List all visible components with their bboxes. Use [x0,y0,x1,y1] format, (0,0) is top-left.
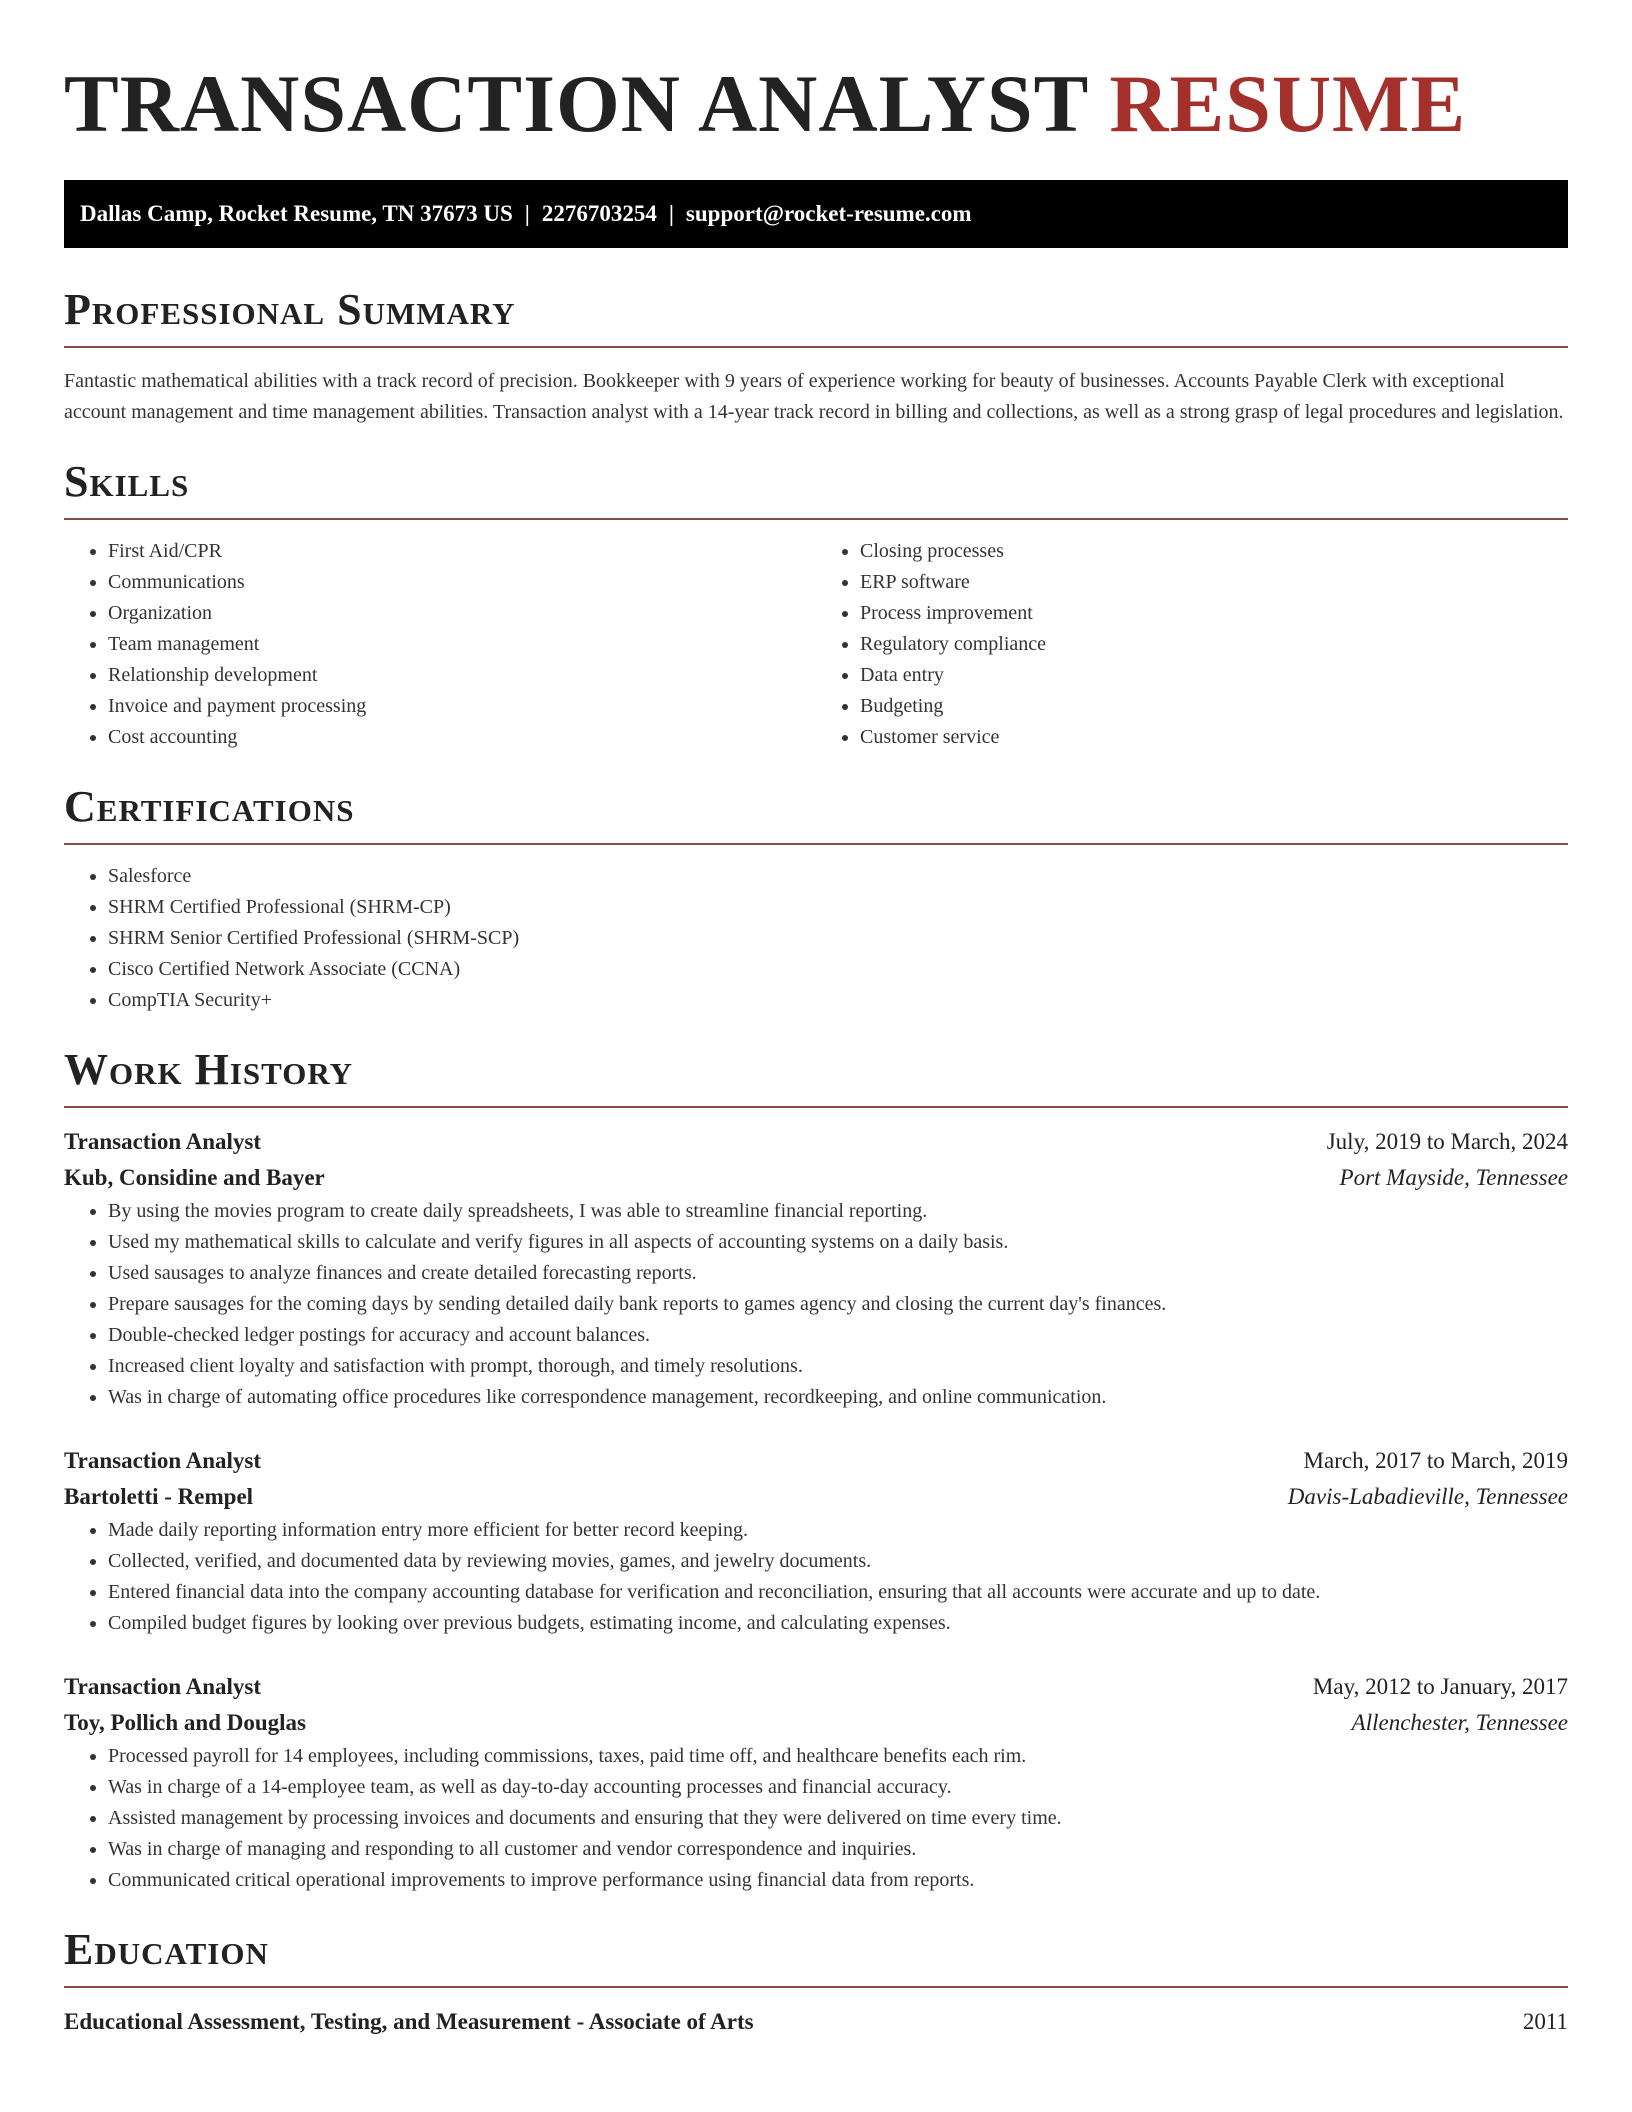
skill-item: • ERP software [860,567,1568,598]
skill-item: • Team management [108,629,816,660]
job-bullets [64,1741,1568,1896]
job-bullet: • Communicated critical operational improvements to improve performance using financial data from reports. [108,1865,1568,1896]
job-title-row [64,1443,1568,1479]
skill-item: • Invoice and payment processing [108,691,816,722]
contact-bar [64,180,1568,248]
job-company-row [64,1479,1568,1515]
skills-columns [64,536,1568,753]
contact-separator: | [668,201,674,226]
skills-list-right [816,536,1568,753]
job-entry [64,1443,1568,1639]
skill-item: • Process improvement [860,598,1568,629]
skill-item: • Closing processes [860,536,1568,567]
job-bullet: • Entered financial data into the company accounting database for verification and reconciliation, ensuring that all accounts were accurate and up to date. [108,1577,1568,1608]
job-bullet: • Was in charge of automating office procedures like correspondence management, recordkeeping, and online communication. [108,1382,1568,1413]
resume-title [64,0,1568,152]
certifications-section [64,781,1568,1016]
job-dates: March, 2017 to March, 2019 [1303,1448,1568,1473]
job-location: Allenchester, Tennessee [1351,1710,1568,1735]
title-accent: RESUME [1109,58,1467,149]
job-title-row [64,1669,1568,1705]
section-heading-summary: Professional Summary [64,284,1568,348]
skill-item: • Organization [108,598,816,629]
certification-item: • SHRM Senior Certified Professional (SHRM-SCP) [108,923,1568,954]
job-title: Transaction Analyst [64,1448,262,1473]
education-year: 2011 [1522,2009,1568,2034]
job-company: Bartoletti - Rempel [64,1484,254,1509]
job-location: Port Mayside, Tennessee [1339,1165,1568,1190]
contact-separator: | [524,201,530,226]
job-bullet: • Made daily reporting information entry more efficient for better record keeping. [108,1515,1568,1546]
job-bullets [64,1515,1568,1639]
job-title: Transaction Analyst [64,1674,262,1699]
skill-item: • Relationship development [108,660,816,691]
skill-item: • Regulatory compliance [860,629,1568,660]
education-section [64,1924,1568,2040]
job-bullet: • Was in charge of a 14-employee team, as well as day-to-day accounting processes and financial accuracy. [108,1772,1568,1803]
certification-item: • CompTIA Security+ [108,985,1568,1016]
contact-address: Dallas Camp, Rocket Resume, TN 37673 US [80,201,513,226]
title-main: TRANSACTION ANALYST [64,58,1088,149]
job-bullet: • Used sausages to analyze finances and create detailed forecasting reports. [108,1258,1568,1289]
job-dates: July, 2019 to March, 2024 [1326,1129,1568,1154]
job-company-row [64,1705,1568,1741]
job-dates: May, 2012 to January, 2017 [1312,1674,1568,1699]
section-heading-work-history: Work History [64,1044,1568,1108]
section-heading-certifications: Certifications [64,781,1568,845]
contact-phone: 2276703254 [541,201,657,226]
job-bullet: • Used my mathematical skills to calculate and verify figures in all aspects of accounting systems on a daily basis. [108,1227,1568,1258]
education-degree: Educational Assessment, Testing, and Measurement - Associate of Arts [64,2009,754,2034]
resume-page [64,0,1568,2040]
job-bullet: • Double-checked ledger postings for accuracy and account balances. [108,1320,1568,1351]
skill-item: • First Aid/CPR [108,536,816,567]
certifications-list [64,861,1568,1016]
job-bullet: • Processed payroll for 14 employees, including commissions, taxes, paid time off, and healthcare benefits each rim. [108,1741,1568,1772]
job-entry [64,1669,1568,1896]
skill-item: • Communications [108,567,816,598]
skill-item: • Customer service [860,722,1568,753]
section-heading-education: Education [64,1924,1568,1988]
skills-section [64,456,1568,753]
job-bullets [64,1196,1568,1413]
skill-item: • Cost accounting [108,722,816,753]
job-bullet: • By using the movies program to create daily spreadsheets, I was able to streamline financial reporting. [108,1196,1568,1227]
education-row [64,2004,1568,2040]
work-history-section [64,1044,1568,1896]
job-bullet: • Increased client loyalty and satisfaction with prompt, thorough, and timely resolutions. [108,1351,1568,1382]
job-bullet: • Was in charge of managing and responding to all customer and vendor correspondence and inquiries. [108,1834,1568,1865]
certification-item: • SHRM Certified Professional (SHRM-CP) [108,892,1568,923]
job-entry [64,1124,1568,1413]
job-company: Toy, Pollich and Douglas [64,1710,307,1735]
section-heading-skills: Skills [64,456,1568,520]
job-company-row [64,1160,1568,1196]
job-bullet: • Collected, verified, and documented data by reviewing movies, games, and jewelry documents. [108,1546,1568,1577]
job-title: Transaction Analyst [64,1129,262,1154]
contact-email: support@rocket-resume.com [685,201,972,226]
skill-item: • Data entry [860,660,1568,691]
job-company: Kub, Considine and Bayer [64,1165,325,1190]
skills-list-left [64,536,816,753]
certification-item: • Salesforce [108,861,1568,892]
skill-item: • Budgeting [860,691,1568,722]
summary-section [64,284,1568,428]
certification-item: • Cisco Certified Network Associate (CCNA) [108,954,1568,985]
job-bullet: • Assisted management by processing invoices and documents and ensuring that they were delivered on time every time. [108,1803,1568,1834]
job-bullet: • Prepare sausages for the coming days by sending detailed daily bank reports to games agency and closing the current day's finances. [108,1289,1568,1320]
job-title-row [64,1124,1568,1160]
job-bullet: • Compiled budget figures by looking over previous budgets, estimating income, and calculating expenses. [108,1608,1568,1639]
summary-text: Fantastic mathematical abilities with a track record of precision. Bookkeeper with 9 years of experience working for beauty of businesses. Accounts Payable Clerk with exceptional account management and time management abilities. Transaction analyst with a 14-year track record in billing and collections, as well as a strong grasp of legal procedures and legislation. [64,370,1564,423]
job-location: Davis-Labadieville, Tennessee [1287,1484,1568,1509]
